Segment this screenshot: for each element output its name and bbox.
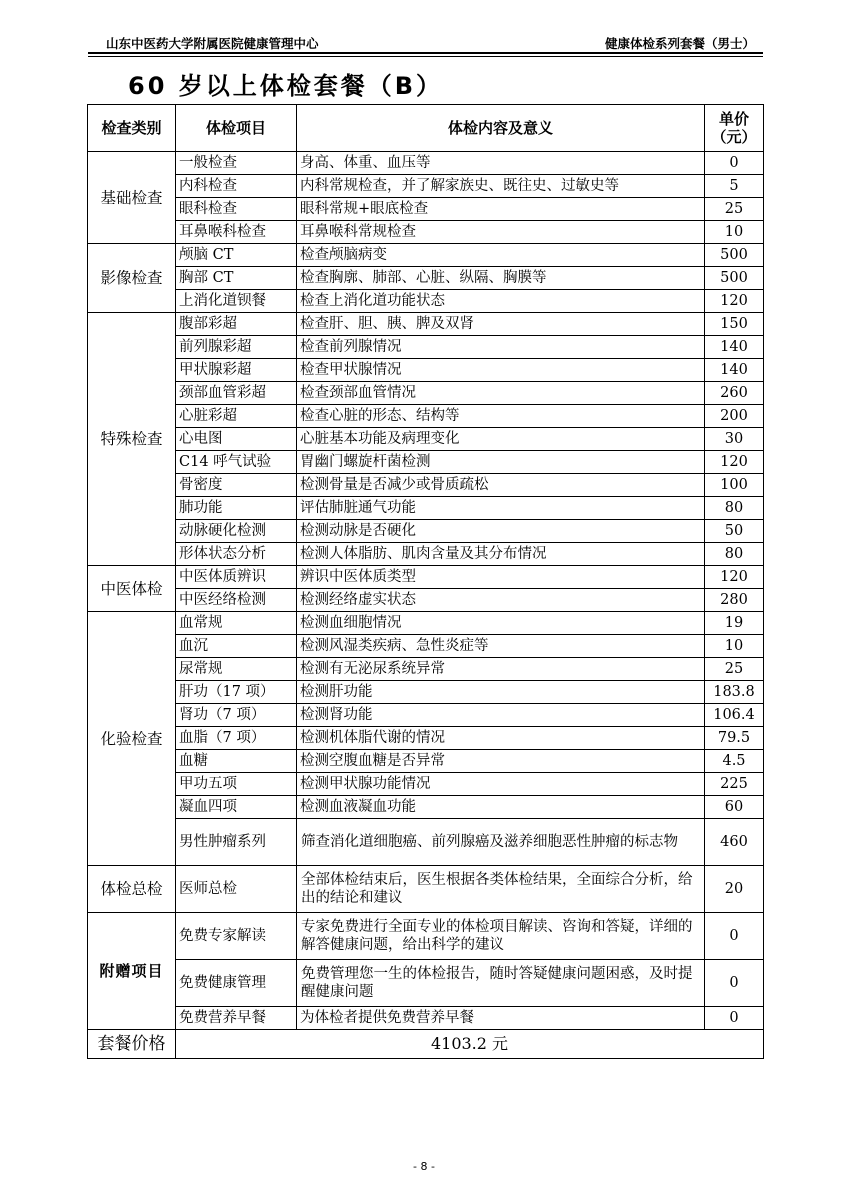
table-row [88, 474, 764, 497]
page-number: - 8 - [413, 1160, 435, 1173]
content-cell: 检测人体脂肪、肌肉含量及其分布情况 [297, 543, 705, 566]
price-cell: 106.4 [705, 704, 764, 727]
price-cell: 25 [705, 198, 764, 221]
content-cell: 检测骨量是否减少或骨质疏松 [297, 474, 705, 497]
item-cell: 凝血四项 [176, 796, 297, 819]
item-cell: 骨密度 [176, 474, 297, 497]
category-cell: 特殊检查 [88, 313, 176, 566]
item-cell: 动脉硬化检测 [176, 520, 297, 543]
table-row [88, 267, 764, 290]
item-cell: 肝功（17 项） [176, 681, 297, 704]
table-row [88, 221, 764, 244]
table-row [88, 405, 764, 428]
price-cell: 140 [705, 336, 764, 359]
price-cell: 79.5 [705, 727, 764, 750]
item-cell: 内科检查 [176, 175, 297, 198]
item-cell: 眼科检查 [176, 198, 297, 221]
table-row [88, 658, 764, 681]
content-cell: 检查颈部血管情况 [297, 382, 705, 405]
price-cell: 80 [705, 497, 764, 520]
table-row [88, 382, 764, 405]
price-cell: 183.8 [705, 681, 764, 704]
item-cell: 肾功（7 项） [176, 704, 297, 727]
category-cell: 基础检查 [88, 152, 176, 244]
content-cell: 内科常规检查，并了解家族史、既往史、过敏史等 [297, 175, 705, 198]
content-cell: 全部体检结束后，医生根据各类体检结果，全面综合分析，给出的结论和建议 [297, 866, 705, 913]
item-cell: 血常规 [176, 612, 297, 635]
content-cell: 检测肾功能 [297, 704, 705, 727]
price-cell: 260 [705, 382, 764, 405]
content-cell: 身高、体重、血压等 [297, 152, 705, 175]
page-title: 60 岁以上体检套餐（B） [128, 72, 444, 100]
content-cell: 检测甲状腺功能情况 [297, 773, 705, 796]
price-cell: 19 [705, 612, 764, 635]
table-row [88, 913, 764, 960]
table-row [88, 960, 764, 1007]
table-row [88, 290, 764, 313]
price-cell: 140 [705, 359, 764, 382]
item-cell: 免费专家解读 [176, 913, 297, 960]
item-cell: 腹部彩超 [176, 313, 297, 336]
page-header [88, 30, 763, 52]
category-cell: 中医体检 [88, 566, 176, 612]
table-header-row [88, 105, 764, 152]
header-series: 健康体检系列套餐（男士） [604, 36, 755, 51]
total-row [88, 1030, 764, 1059]
price-cell: 20 [705, 866, 764, 913]
content-cell: 检查前列腺情况 [297, 336, 705, 359]
price-cell: 0 [705, 913, 764, 960]
content-cell: 检测有无泌尿系统异常 [297, 658, 705, 681]
table-body [88, 152, 764, 1030]
content-cell: 检测动脉是否硬化 [297, 520, 705, 543]
item-cell: 血脂（7 项） [176, 727, 297, 750]
table-row [88, 635, 764, 658]
price-cell: 120 [705, 290, 764, 313]
content-cell: 检查颅脑病变 [297, 244, 705, 267]
content-cell: 评估肺脏通气功能 [297, 497, 705, 520]
header-rule [88, 52, 763, 54]
table-row [88, 175, 764, 198]
content-cell: 专家免费进行全面专业的体检项目解读、咨询和答疑，详细的解答健康问题，给出科学的建议 [297, 913, 705, 960]
content-cell: 检测经络虚实状态 [297, 589, 705, 612]
item-cell: 甲状腺彩超 [176, 359, 297, 382]
price-cell: 0 [705, 152, 764, 175]
content-cell: 检测血液凝血功能 [297, 796, 705, 819]
content-cell: 检查上消化道功能状态 [297, 290, 705, 313]
content-cell: 辨识中医体质类型 [297, 566, 705, 589]
item-cell: 血沉 [176, 635, 297, 658]
item-cell: 颈部血管彩超 [176, 382, 297, 405]
table-row [88, 336, 764, 359]
item-cell: 医师总检 [176, 866, 297, 913]
table-row [88, 1007, 764, 1030]
item-cell: 肺功能 [176, 497, 297, 520]
price-cell: 4.5 [705, 750, 764, 773]
content-cell: 心脏基本功能及病理变化 [297, 428, 705, 451]
item-cell: 尿常规 [176, 658, 297, 681]
item-cell: 上消化道钡餐 [176, 290, 297, 313]
table-row [88, 428, 764, 451]
category-cell: 附赠项目 [88, 913, 176, 1030]
category-cell: 体检总检 [88, 866, 176, 913]
item-cell: 颅脑 CT [176, 244, 297, 267]
price-cell: 200 [705, 405, 764, 428]
table-row [88, 359, 764, 382]
table-row [88, 773, 764, 796]
price-cell: 225 [705, 773, 764, 796]
content-cell: 检测血细胞情况 [297, 612, 705, 635]
col-header-price: 单价（元） [705, 105, 764, 152]
content-cell: 检测机体脂代谢的情况 [297, 727, 705, 750]
col-header-category: 检查类别 [88, 105, 176, 152]
category-cell: 化验检查 [88, 612, 176, 866]
total-label: 套餐价格 [88, 1030, 176, 1059]
table-row [88, 866, 764, 913]
item-cell: 前列腺彩超 [176, 336, 297, 359]
item-cell: 一般检查 [176, 152, 297, 175]
item-cell: 形体状态分析 [176, 543, 297, 566]
col-header-content: 体检内容及意义 [297, 105, 705, 152]
content-cell: 检测空腹血糖是否异常 [297, 750, 705, 773]
item-cell: 血糖 [176, 750, 297, 773]
price-cell: 0 [705, 1007, 764, 1030]
item-cell: 男性肿瘤系列 [176, 819, 297, 866]
package-table [87, 104, 764, 1059]
content-cell: 眼科常规+眼底检查 [297, 198, 705, 221]
item-cell: 甲功五项 [176, 773, 297, 796]
table-row [88, 198, 764, 221]
content-cell: 筛查消化道细胞癌、前列腺癌及滋养细胞恶性肿瘤的标志物 [297, 819, 705, 866]
table-row [88, 566, 764, 589]
item-cell: 耳鼻喉科检查 [176, 221, 297, 244]
total-value: 4103.2 元 [176, 1030, 764, 1059]
table-row [88, 520, 764, 543]
price-cell: 500 [705, 267, 764, 290]
table-row [88, 704, 764, 727]
content-cell: 检测风湿类疾病、急性炎症等 [297, 635, 705, 658]
price-cell: 50 [705, 520, 764, 543]
price-cell: 460 [705, 819, 764, 866]
price-cell: 500 [705, 244, 764, 267]
price-cell: 120 [705, 566, 764, 589]
price-cell: 10 [705, 221, 764, 244]
price-cell: 60 [705, 796, 764, 819]
table-row [88, 313, 764, 336]
table-row [88, 727, 764, 750]
content-cell: 胃幽门螺旋杆菌检测 [297, 451, 705, 474]
price-cell: 25 [705, 658, 764, 681]
price-cell: 100 [705, 474, 764, 497]
table-row [88, 451, 764, 474]
item-cell: 中医体质辨识 [176, 566, 297, 589]
table-row [88, 681, 764, 704]
table-row [88, 152, 764, 175]
category-cell: 影像检查 [88, 244, 176, 313]
item-cell: 胸部 CT [176, 267, 297, 290]
table-row [88, 819, 764, 866]
content-cell: 为体检者提供免费营养早餐 [297, 1007, 705, 1030]
price-cell: 5 [705, 175, 764, 198]
item-cell: 中医经络检测 [176, 589, 297, 612]
item-cell: 心电图 [176, 428, 297, 451]
price-cell: 150 [705, 313, 764, 336]
content-cell: 检测肝功能 [297, 681, 705, 704]
content-cell: 检查甲状腺情况 [297, 359, 705, 382]
price-cell: 80 [705, 543, 764, 566]
table-row [88, 589, 764, 612]
header-rule-thin [88, 56, 763, 57]
table-row [88, 244, 764, 267]
item-cell: 心脏彩超 [176, 405, 297, 428]
price-cell: 120 [705, 451, 764, 474]
content-cell: 耳鼻喉科常规检查 [297, 221, 705, 244]
col-header-item: 体检项目 [176, 105, 297, 152]
price-cell: 0 [705, 960, 764, 1007]
item-cell: C14 呼气试验 [176, 451, 297, 474]
item-cell: 免费营养早餐 [176, 1007, 297, 1030]
item-cell: 免费健康管理 [176, 960, 297, 1007]
table-row [88, 750, 764, 773]
content-cell: 检查肝、胆、胰、脾及双肾 [297, 313, 705, 336]
content-cell: 检查胸廓、肺部、心脏、纵隔、胸膜等 [297, 267, 705, 290]
table-row [88, 497, 764, 520]
price-cell: 280 [705, 589, 764, 612]
table-row [88, 543, 764, 566]
header-org: 山东中医药大学附属医院健康管理中心 [106, 36, 319, 51]
content-cell: 免费管理您一生的体检报告，随时答疑健康问题困惑，及时提醒健康问题 [297, 960, 705, 1007]
price-cell: 30 [705, 428, 764, 451]
table-row [88, 796, 764, 819]
price-cell: 10 [705, 635, 764, 658]
content-cell: 检查心脏的形态、结构等 [297, 405, 705, 428]
table-row [88, 612, 764, 635]
